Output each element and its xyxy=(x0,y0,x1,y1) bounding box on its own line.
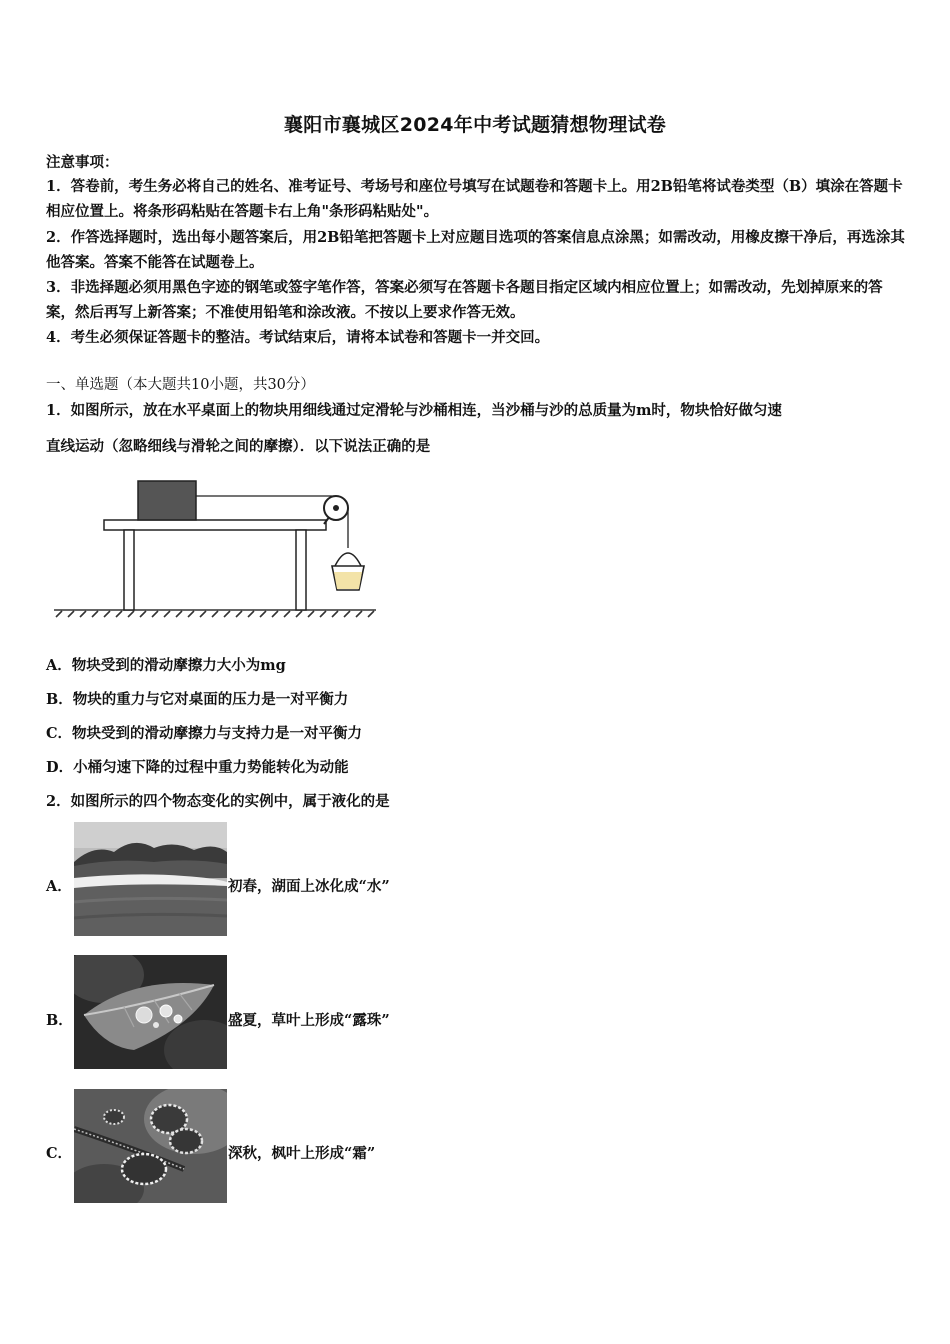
block xyxy=(138,481,196,520)
question-1-line-2: 直线运动（忽略细线与滑轮之间的摩擦）．以下说法正确的是 xyxy=(46,438,431,455)
sand xyxy=(334,572,362,589)
question-1-option-b[interactable]: B．物块的重力与它对桌面的压力是一对平衡力 xyxy=(46,691,349,708)
pulley-axle xyxy=(333,505,339,511)
question-1-line-1: 1．如图所示，放在水平桌面上的物块用细线通过定滑轮与沙桶相连，当沙桶与沙的总质量为m时，物块恰好做匀速 xyxy=(46,402,782,419)
option-letter: B． xyxy=(46,1012,73,1029)
pulley-table-diagram xyxy=(50,472,380,622)
notice-item: 2．作答选择题时，选出每小题答案后，用2B铅笔把答题卡上对应题目选项的答案信息点涂黑；如需改动，用橡皮擦干净后，再选涂其他答案。答案不能答在试题卷上。 xyxy=(46,229,905,271)
frost-leaf-photo xyxy=(74,1089,227,1203)
question-2-stem: 2．如图所示的四个物态变化的实例中，属于液化的是 xyxy=(46,793,390,810)
page-title: 襄阳市襄城区2024年中考试题猜想物理试卷 xyxy=(283,114,667,136)
section-heading: 一、单选题（本大题共10小题，共30分） xyxy=(46,377,315,393)
question-1-option-c[interactable]: C．物块受到的滑动摩擦力与支持力是一对平衡力 xyxy=(46,725,363,742)
table-leg-right xyxy=(296,530,306,610)
dew-leaf-photo xyxy=(74,955,227,1069)
table-leg-left xyxy=(124,530,134,610)
option-caption: 初春，湖面上冰化成“水” xyxy=(228,878,390,895)
question-1-stem xyxy=(46,399,906,456)
option-letter: A． xyxy=(46,878,72,895)
question-1-option-d[interactable]: D．小桶匀速下降的过程中重力势能转化为动能 xyxy=(46,759,349,776)
notice-item: 1．答卷前，考生务必将自己的姓名、准考证号、考场号和座位号填写在试题卷和答题卡上。用2B铅笔将试卷类型（B）填涂在答题卡相应位置上。将条形码粘贴在答题卡右上角"条形码粘贴处"。 xyxy=(46,178,903,220)
option-caption: 盛夏，草叶上形成“露珠” xyxy=(228,1012,390,1029)
lake-photo xyxy=(74,822,227,936)
notice-item: 3．非选择题必须用黑色字迹的钢笔或签字笔作答，答案必须写在答题卡各题目指定区域内相应位置上；如需改动，先划掉原来的答案，然后再写上新答案；不准使用铅笔和涂改液。不按以上要求作答无效。 xyxy=(46,279,883,321)
notice-item: 4．考生必须保证答题卡的整洁。考试结束后，请将本试卷和答题卡一并交回。 xyxy=(46,329,550,346)
notice-heading: 注意事项： xyxy=(46,154,119,171)
option-letter: C． xyxy=(46,1145,73,1162)
question-1-option-a[interactable]: A．物块受到的滑动摩擦力大小为mg xyxy=(46,657,286,674)
ground-hatch xyxy=(54,610,376,617)
table-top xyxy=(104,520,326,530)
option-caption: 深秋，枫叶上形成“霜” xyxy=(228,1145,376,1162)
